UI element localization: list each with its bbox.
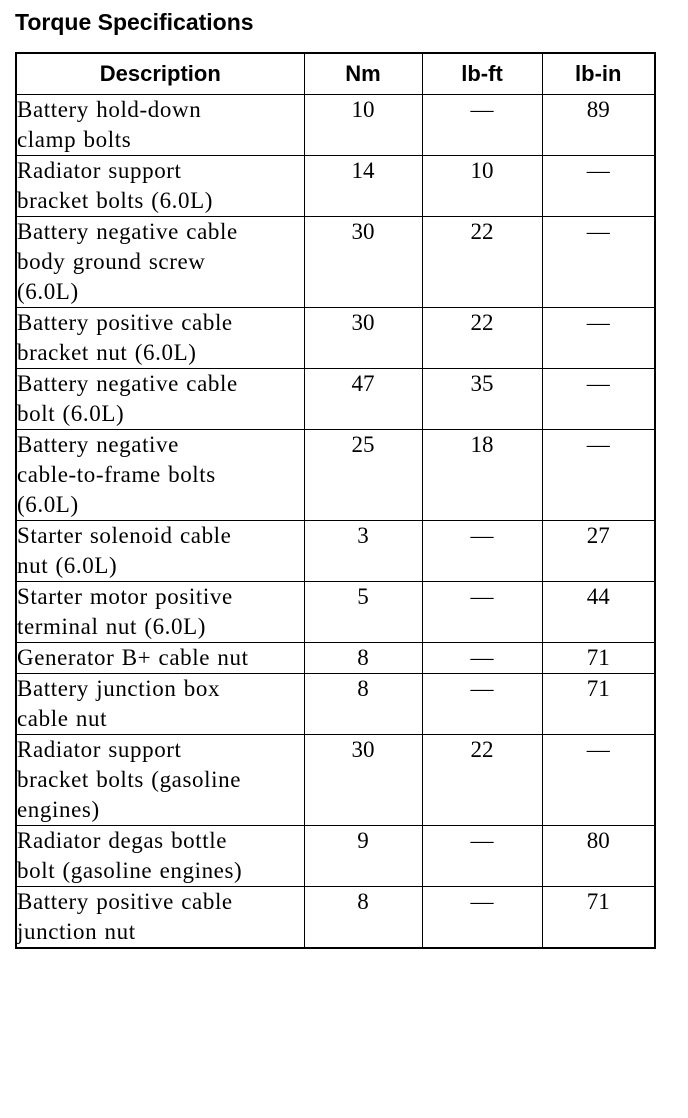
description-cell: Battery junction box cable nut bbox=[16, 674, 304, 735]
lb-ft-cell: — bbox=[422, 582, 542, 643]
description-cell: Radiator support bracket bolts (gasoline engines) bbox=[16, 735, 304, 826]
table-row bbox=[16, 156, 655, 217]
table-row bbox=[16, 308, 655, 369]
nm-cell: 47 bbox=[304, 369, 422, 430]
torque-spec-table bbox=[15, 52, 656, 949]
nm-cell: 10 bbox=[304, 95, 422, 156]
lb-ft-cell: — bbox=[422, 887, 542, 949]
table-row bbox=[16, 582, 655, 643]
lb-in-cell: — bbox=[542, 430, 655, 521]
description-cell: Battery negative cable-to-frame bolts (6.0L) bbox=[16, 430, 304, 521]
column-header-description: Description bbox=[16, 53, 304, 95]
lb-in-cell: 44 bbox=[542, 582, 655, 643]
lb-in-cell: 71 bbox=[542, 674, 655, 735]
lb-ft-cell: 10 bbox=[422, 156, 542, 217]
nm-cell: 5 bbox=[304, 582, 422, 643]
description-cell: Battery negative cable body ground screw (6.0L) bbox=[16, 217, 304, 308]
description-cell: Battery positive cable junction nut bbox=[16, 887, 304, 949]
table-row bbox=[16, 643, 655, 674]
nm-cell: 9 bbox=[304, 826, 422, 887]
description-cell: Starter solenoid cable nut (6.0L) bbox=[16, 521, 304, 582]
nm-cell: 14 bbox=[304, 156, 422, 217]
nm-cell: 30 bbox=[304, 735, 422, 826]
lb-in-cell: — bbox=[542, 217, 655, 308]
lb-ft-cell: — bbox=[422, 521, 542, 582]
lb-ft-cell: — bbox=[422, 674, 542, 735]
table-header-row bbox=[16, 53, 655, 95]
lb-in-cell: — bbox=[542, 369, 655, 430]
nm-cell: 8 bbox=[304, 674, 422, 735]
table-row bbox=[16, 95, 655, 156]
lb-in-cell: 71 bbox=[542, 887, 655, 949]
table-row bbox=[16, 521, 655, 582]
table-row bbox=[16, 826, 655, 887]
lb-in-cell: — bbox=[542, 735, 655, 826]
table-row bbox=[16, 887, 655, 949]
lb-in-cell: — bbox=[542, 156, 655, 217]
description-cell: Starter motor positive terminal nut (6.0L) bbox=[16, 582, 304, 643]
lb-ft-cell: 18 bbox=[422, 430, 542, 521]
lb-ft-cell: — bbox=[422, 826, 542, 887]
nm-cell: 30 bbox=[304, 308, 422, 369]
column-header-lb-in: lb-in bbox=[542, 53, 655, 95]
table-row bbox=[16, 735, 655, 826]
lb-ft-cell: 22 bbox=[422, 308, 542, 369]
description-cell: Battery positive cable bracket nut (6.0L) bbox=[16, 308, 304, 369]
table-body bbox=[16, 95, 655, 949]
description-cell: Radiator degas bottle bolt (gasoline engines) bbox=[16, 826, 304, 887]
lb-ft-cell: — bbox=[422, 95, 542, 156]
column-header-lb-ft: lb-ft bbox=[422, 53, 542, 95]
lb-in-cell: 80 bbox=[542, 826, 655, 887]
column-header-nm: Nm bbox=[304, 53, 422, 95]
lb-in-cell: 71 bbox=[542, 643, 655, 674]
lb-in-cell: 89 bbox=[542, 95, 655, 156]
nm-cell: 8 bbox=[304, 643, 422, 674]
lb-ft-cell: 35 bbox=[422, 369, 542, 430]
lb-ft-cell: — bbox=[422, 643, 542, 674]
description-cell: Battery hold-down clamp bolts bbox=[16, 95, 304, 156]
table-row bbox=[16, 217, 655, 308]
nm-cell: 30 bbox=[304, 217, 422, 308]
lb-ft-cell: 22 bbox=[422, 217, 542, 308]
table-row bbox=[16, 430, 655, 521]
table-row bbox=[16, 369, 655, 430]
nm-cell: 3 bbox=[304, 521, 422, 582]
nm-cell: 25 bbox=[304, 430, 422, 521]
lb-in-cell: — bbox=[542, 308, 655, 369]
description-cell: Generator B+ cable nut bbox=[16, 643, 304, 674]
table-row bbox=[16, 674, 655, 735]
lb-in-cell: 27 bbox=[542, 521, 655, 582]
description-cell: Battery negative cable bolt (6.0L) bbox=[16, 369, 304, 430]
description-cell: Radiator support bracket bolts (6.0L) bbox=[16, 156, 304, 217]
nm-cell: 8 bbox=[304, 887, 422, 949]
page-title: Torque Specifications bbox=[15, 9, 254, 35]
lb-ft-cell: 22 bbox=[422, 735, 542, 826]
